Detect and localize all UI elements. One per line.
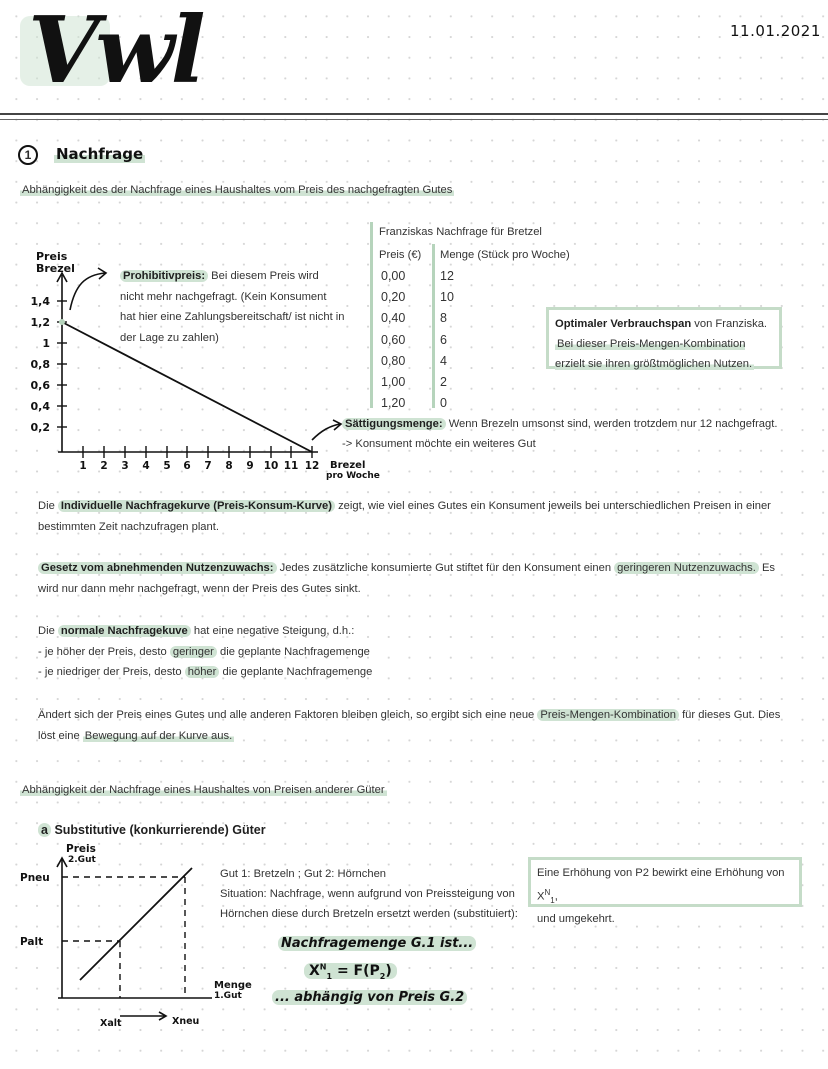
table-mid-bar — [432, 244, 435, 408]
x-tick-label: 1 — [79, 460, 87, 472]
paragraph-gesetz: Gesetz vom abnehmenden Nutzenzuwachs: Jedes zusätzliche konsumierte Gut stiftet für den Konsument einen geringeren Nutzenzuwachs. Es wird nur dann mehr nachgefragt, wenn der Preis des Gutes sinkt. — [38, 562, 776, 595]
x-axis-label: pro Woche — [326, 471, 380, 481]
x-tick-label: 6 — [183, 460, 191, 472]
y-tick-label: 0,4 — [30, 400, 50, 413]
date: 11.01.2021 — [730, 22, 821, 40]
handwritten-note-3: ... abhängig von Preis G.2 — [272, 990, 467, 1005]
substitution-line — [80, 868, 192, 980]
table-cell: 0,00 — [381, 269, 406, 283]
substitution-line2: Situation: Nachfrage, wenn aufgrund von Preissteigung von — [220, 888, 515, 900]
x-axis-label: 1.Gut — [214, 991, 242, 1001]
x-tick-label: 9 — [246, 460, 254, 472]
y-axis-label: Preis — [66, 843, 96, 855]
y-axis-label: Brezel — [36, 262, 75, 275]
x-tick-label: 4 — [142, 460, 150, 472]
x-axis-label: Menge — [214, 980, 252, 991]
section-subtitle: Abhängigkeit des der Nachfrage eines Haushaltes vom Preis des nachgefragten Gutes — [22, 184, 453, 196]
table-cell: 4 — [440, 353, 447, 368]
table-cell: 8 — [440, 311, 447, 326]
optimal-consumption-box — [546, 307, 782, 369]
saettigung-arrow — [312, 424, 340, 440]
x-tick-label: 2 — [100, 460, 108, 472]
table-prices — [381, 266, 405, 414]
y-tick-label: 1 — [42, 337, 50, 350]
y-axis-label: 2.Gut — [68, 855, 96, 865]
optimal-text-1: von Franziska. — [694, 318, 768, 330]
y-tick-label: 0,6 — [30, 379, 50, 392]
term-normal: normale Nachfragekuve — [58, 625, 191, 637]
substitution-line3: Hörnchen diese durch Bretzeln ersetzt werden (substituiert): — [220, 908, 518, 920]
p-old-label: Palt — [20, 936, 44, 948]
table-cell: 12 — [440, 269, 454, 283]
paragraph-aendert: Ändert sich der Preis eines Gutes und alle anderen Faktoren bleiben gleich, so ergibt sich eine neue Preis-Mengen-Kombination für dieses Gut. Dies löst eine Bewegung auf der Kurve aus. — [38, 709, 781, 742]
x-tick-label: 12 — [304, 460, 320, 472]
prohibitiv-label: Prohibitivpreis: — [120, 270, 208, 282]
table-cell: 1,00 — [381, 375, 406, 390]
x-tick-label: 3 — [121, 460, 129, 472]
table-cell: 10 — [440, 290, 454, 305]
y-tick-labels — [31, 295, 51, 434]
y-tick-label: 0,2 — [30, 421, 50, 434]
p2-effect-box: Eine Erhöhung von P2 bewirkt eine Erhöhung von $X^N_1$, und umgekehrt. — [528, 857, 802, 907]
table-cell: 0 — [440, 396, 447, 411]
x-tick-label: 5 — [163, 460, 171, 472]
page-title: Vwl — [28, 0, 202, 104]
table-cell: 0,80 — [381, 353, 406, 368]
prohibitiv-note — [120, 266, 345, 348]
table-cell: 1,20 — [381, 396, 406, 411]
table-cell: 0,60 — [381, 332, 406, 347]
optimal-label: Optimaler Verbrauchspan — [555, 318, 692, 330]
x-tick-label: 11 — [283, 460, 299, 472]
table-caption: Franziskas Nachfrage für Bretzel — [379, 226, 542, 238]
x-tick-label: 8 — [225, 460, 233, 472]
table-left-bar — [370, 222, 373, 408]
optimal-text-2: Bei dieser Preis-Mengen-Kombination erzielt sie ihren größtmöglichen Nutzen. — [555, 338, 753, 370]
handwritten-note-1: Nachfragemenge G.1 ist... — [278, 936, 476, 951]
header-divider — [0, 113, 828, 115]
saettigung-note — [342, 414, 777, 434]
table-header-quantity: Menge (Stück pro Woche) — [440, 249, 570, 261]
table-cell: 0,40 — [381, 311, 406, 326]
table-header-price: Preis (€) — [379, 249, 422, 261]
y-axis-label: Preis — [36, 250, 68, 263]
y-tick-label: 1,4 — [30, 295, 50, 308]
x-new-label: Xneu — [172, 1016, 200, 1027]
section2-heading: a Substitutive (konkurrierende) Güter — [38, 823, 266, 837]
x-tick-label: 7 — [204, 460, 212, 472]
saettigung-text: Wenn Brezeln umsonst sind, werden trotzdem nur 12 nachgefragt. — [448, 418, 778, 430]
table-quantities — [440, 266, 454, 414]
x-old-label: Xalt — [100, 1018, 122, 1029]
section2-subtitle: Abhängigkeit der Nachfrage eines Haushaltes von Preisen anderer Güter — [22, 784, 385, 796]
table-cell: 0,20 — [381, 290, 406, 305]
paragraph-normal: Die normale Nachfragekuve hat eine negative Steigung, d.h.: - je höher der Preis, desto geringer die geplante Nachfragemenge - je niedriger der Preis, desto höher die geplante Nachfragemenge — [38, 625, 373, 678]
p-new-label: Pneu — [20, 872, 50, 884]
x-tick-label: 10 — [263, 460, 279, 472]
prohibitiv-point — [59, 319, 65, 325]
table-cell: 6 — [440, 332, 447, 347]
section-heading: Nachfrage — [56, 145, 144, 163]
handwritten-formula: $X^N_1 = F(P_2)$ — [304, 962, 397, 980]
y-tick-label: 0,8 — [30, 358, 50, 371]
y-tick-label: 1,2 — [30, 316, 50, 329]
paragraph-individual: Die Individuelle Nachfragekurve (Preis-Konsum-Kurve) zeigt, wie viel eines Gutes ein Konsument jeweils bei unterschiedlichen Preisen in einer bestimmten Zeit nachzufragen plant. — [38, 500, 771, 533]
saettigung-line2: -> Konsument möchte ein weiteres Gut — [342, 438, 536, 450]
term-gesetz: Gesetz vom abnehmenden Nutzenzuwachs: — [38, 562, 277, 574]
prohibitiv-text: Bei diesem Preis wird nicht mehr nachgefragt. (Kein Konsument hat hier eine Zahlungsbereitschaft/ ist nicht in der Lage zu zahlen) — [120, 270, 345, 344]
section-number-icon: 1 — [18, 145, 38, 165]
x-tick-labels — [79, 460, 319, 472]
saettigung-label: Sättigungsmenge: — [342, 418, 446, 430]
header-divider-thin — [0, 119, 828, 120]
x-axis-label: Brezel — [330, 460, 366, 471]
table-cell: 2 — [440, 375, 447, 390]
substitution-line1: Gut 1: Bretzeln ; Gut 2: Hörnchen — [220, 868, 387, 880]
section2-letter: a — [38, 823, 51, 837]
term-individual: Individuelle Nachfragekurve (Preis-Konsum-Kurve) — [58, 500, 335, 512]
